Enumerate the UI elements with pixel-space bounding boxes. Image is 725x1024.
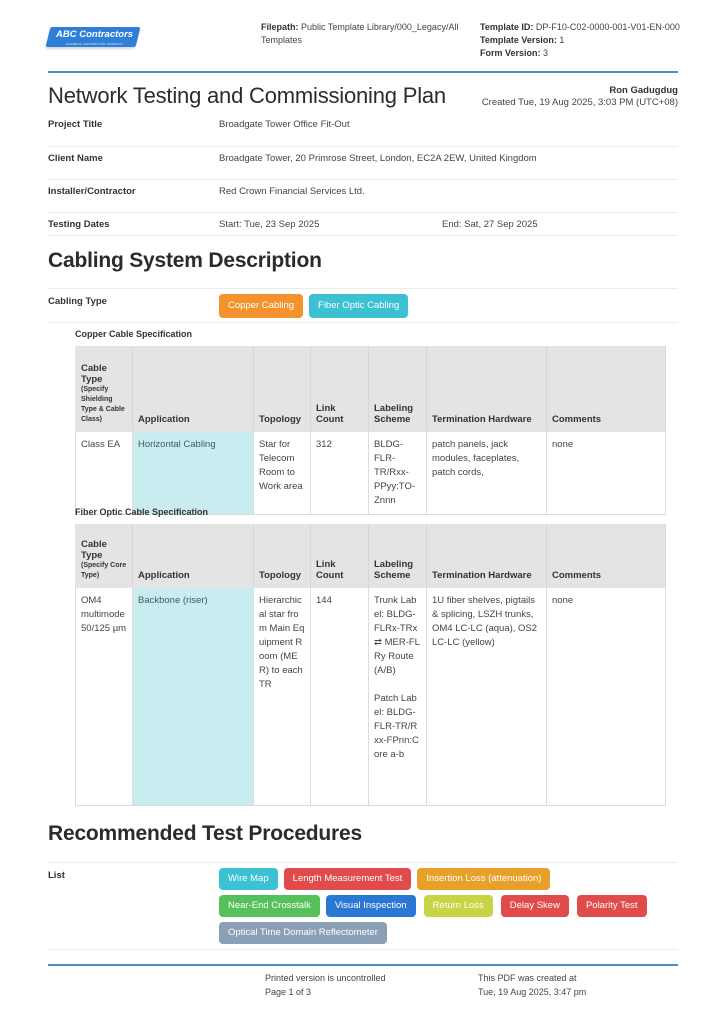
cell-termination-hardware: 1U fiber shelves, pigtails & splicing, LSZH trunks, OM4 LC-LC (aqua), OS2 LC-LC (yellow): [427, 588, 547, 806]
end-date: End: Sat, 27 Sep 2025: [442, 219, 538, 230]
field-row-client-name: [48, 153, 678, 180]
cell-topology: Hierarchical star from Main Equipment Room (MER) to each TR: [254, 588, 311, 806]
table-header-row: [76, 347, 666, 432]
field-value: Broadgate Tower Office Fit-Out: [219, 119, 350, 130]
template-meta: [480, 21, 720, 60]
field-label: Testing Dates: [48, 219, 110, 230]
col-termination-hardware: Termination Hardware: [427, 347, 547, 432]
procedures-list-row: [48, 862, 678, 950]
company-logo: [48, 27, 138, 51]
created-timestamp: Created Tue, 19 Aug 2025, 3:03 PM (UTC+08): [481, 97, 678, 108]
patch-label: Patch Label: BLDG-FLR-TR/Rxx-FPnn:Core a-b: [374, 693, 419, 760]
table-header-row: [76, 525, 666, 588]
template-version-label: Template Version:: [480, 35, 557, 45]
col-labeling-scheme: Labeling Scheme: [369, 525, 427, 588]
footer-left: [265, 971, 386, 999]
field-row-installer: [48, 186, 678, 213]
procedure-tags: [219, 868, 679, 949]
cell-comments: none: [547, 588, 666, 806]
field-value: Broadgate Tower, 20 Primrose Street, London, EC2A 2EW, United Kingdom: [219, 153, 537, 164]
list-label: List: [48, 870, 65, 881]
start-date: Start: Tue, 23 Sep 2025: [219, 219, 320, 230]
cabling-type-label: Cabling Type: [48, 296, 107, 307]
form-version-label: Form Version:: [480, 48, 541, 58]
copper-spec-title: Copper Cable Specification: [75, 329, 193, 339]
author-block: [482, 85, 678, 109]
field-label: Project Title: [48, 119, 103, 130]
col-topology: Topology: [254, 525, 311, 588]
cell-labeling-scheme: [369, 588, 427, 806]
logo-subtitle: EXAMPLE CONTRACTOR COMPANY: [66, 42, 124, 46]
cell-link-count: 144: [311, 588, 369, 806]
copper-spec-table: [75, 346, 666, 515]
table-row: [76, 588, 666, 806]
col-application: Application: [133, 525, 254, 588]
tag-length-measurement: Length Measurement Test: [284, 868, 412, 890]
col-labeling-scheme: Labeling Scheme: [369, 347, 427, 432]
table-row: [76, 432, 666, 515]
cell-topology: Star for Telecom Room to Work area: [254, 432, 311, 515]
template-version-value: 1: [559, 35, 565, 45]
page-title: Network Testing and Commissioning Plan: [48, 83, 446, 108]
tag-delay-skew: Delay Skew: [501, 895, 569, 917]
section-heading-cabling: Cabling System Description: [48, 249, 322, 272]
col-link-count: Link Count: [311, 525, 369, 588]
col-comments: Comments: [547, 347, 666, 432]
tag-copper-cabling: Copper Cabling: [219, 294, 303, 318]
filepath-meta: [261, 21, 461, 47]
cell-cable-type: OM4 multimode 50/125 µm: [76, 588, 133, 806]
author-name: Ron Gadugdug: [609, 85, 678, 96]
cell-labeling-scheme: BLDG-FLR-TR/Rxx-PPyy:TO-Znnn: [369, 432, 427, 515]
col-cable-type: Cable Type (Specify Shielding Type & Cable Class): [76, 347, 133, 432]
logo-name: ABC Contractors: [56, 29, 134, 40]
tag-insertion-loss: Insertion Loss (attenuation): [417, 868, 550, 890]
cell-termination-hardware: patch panels, jack modules, faceplates, patch cords,: [427, 432, 547, 515]
tag-fiber-optic-cabling: Fiber Optic Cabling: [309, 294, 408, 318]
cell-cable-type: Class EA: [76, 432, 133, 515]
cabling-type-row: [48, 288, 678, 323]
footer-right: [478, 971, 586, 999]
pdf-created-label: This PDF was created at: [478, 973, 577, 983]
template-id-value: DP-F10-C02-0000-001-V01-EN-000: [535, 22, 680, 32]
cell-application: Backbone (riser): [133, 588, 254, 806]
col-termination-hardware: Termination Hardware: [427, 525, 547, 588]
field-row-testing-dates: [48, 219, 678, 236]
form-version-value: 3: [543, 48, 549, 58]
tag-wire-map: Wire Map: [219, 868, 278, 890]
uncontrolled-note: Printed version is uncontrolled: [265, 973, 386, 983]
field-label: Client Name: [48, 153, 103, 164]
header-divider: [48, 71, 678, 73]
tag-otdr: Optical Time Domain Reflectometer: [219, 922, 387, 944]
cabling-type-tags: [219, 294, 414, 323]
trunk-label: Trunk Label: BLDG-FLRx-TRx ⇄ MER-FLRy Route(A/B): [374, 595, 420, 676]
pdf-created-value: Tue, 19 Aug 2025, 3:47 pm: [478, 987, 587, 997]
tag-visual-inspection: Visual Inspection: [326, 895, 416, 917]
field-row-project-title: [48, 119, 678, 147]
tag-return-loss: Return Loss: [424, 895, 493, 917]
footer-divider: [48, 964, 678, 966]
col-cable-type: Cable Type (Specify Core Type): [76, 525, 133, 588]
col-link-count: Link Count: [311, 347, 369, 432]
col-topology: Topology: [254, 347, 311, 432]
col-application: Application: [133, 347, 254, 432]
tag-polarity-test: Polarity Test: [577, 895, 647, 917]
fiber-spec-title: Fiber Optic Cable Specification: [75, 507, 209, 517]
page-header: [0, 0, 725, 74]
fiber-spec-table: [75, 524, 666, 806]
field-value: Red Crown Financial Services Ltd.: [219, 186, 365, 197]
page-number: Page 1 of 3: [265, 987, 312, 997]
section-heading-procedures: Recommended Test Procedures: [48, 822, 362, 845]
cell-link-count: 312: [311, 432, 369, 515]
field-label: Installer/Contractor: [48, 186, 136, 197]
filepath-value: Public Template Library/000_Legacy/All Templates: [261, 22, 459, 45]
filepath-label: Filepath:: [261, 22, 299, 32]
cell-application: Horizontal Cabling: [133, 432, 254, 515]
col-comments: Comments: [547, 525, 666, 588]
template-id-label: Template ID:: [480, 22, 534, 32]
tag-near-end-crosstalk: Near-End Crosstalk: [219, 895, 320, 917]
cell-comments: none: [547, 432, 666, 515]
